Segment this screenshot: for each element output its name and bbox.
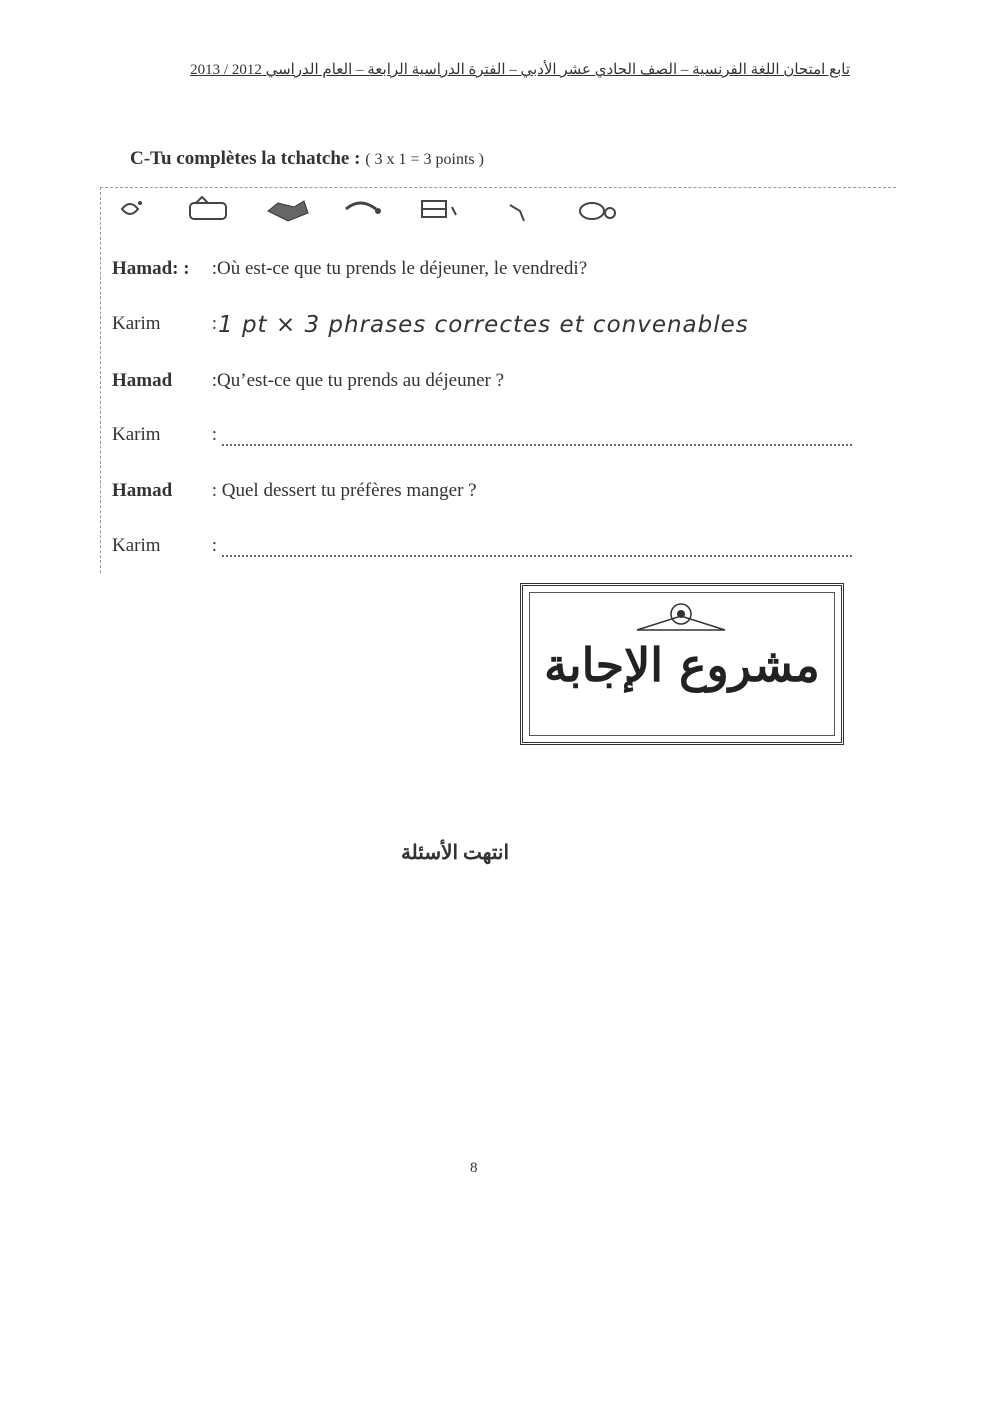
stamp-emblem-icon	[633, 600, 729, 636]
decorative-icon	[268, 201, 308, 221]
exam-header: تابع امتحان اللغة الفرنسية – الصف الحادي عشر الأدبي – الفترة الدراسية الرابعة – العام الدراسي 2012 / 2013	[190, 62, 850, 78]
end-of-questions: انتهت الأسئلة	[400, 842, 510, 864]
decorative-icon	[422, 201, 456, 217]
dialogue-line-4	[112, 424, 852, 446]
dialogue-line-6	[112, 535, 852, 557]
dialogue-line-3	[112, 370, 504, 392]
dialogue-question: : Quel dessert tu préfères manger ?	[211, 480, 477, 501]
stamp-text: مشروع الإجابة	[544, 638, 820, 692]
decorative-icon	[190, 197, 226, 219]
decorative-icon	[122, 201, 142, 214]
section-points: ( 3 x 1 = 3 points )	[365, 151, 484, 168]
answer-colon: :	[211, 313, 218, 334]
speaker-hamad: Hamad: :	[112, 258, 190, 279]
dialogue-question: :Qu’est-ce que tu prends au déjeuner ?	[211, 370, 505, 391]
section-title	[130, 148, 484, 170]
answer-colon: :	[211, 424, 218, 445]
icon-strip	[110, 193, 640, 227]
speaker-karim: Karim	[112, 313, 161, 334]
answer-dotted-line	[222, 539, 852, 557]
answer-key-stamp	[520, 583, 844, 745]
speaker-karim: Karim	[112, 535, 161, 556]
decorative-icon	[580, 203, 615, 219]
speaker-hamad: Hamad	[112, 480, 173, 501]
decorative-icon	[510, 205, 524, 221]
dialogue-line-1	[112, 258, 587, 280]
dialogue-question: :Où est-ce que tu prends le déjeuner, le vendredi?	[211, 258, 588, 279]
handwritten-note: 1 pt × 3 phrases correctes et convenables	[218, 312, 749, 338]
page-number: 8	[470, 1160, 478, 1176]
answer-colon: :	[211, 535, 218, 556]
speaker-hamad: Hamad	[112, 370, 173, 391]
answer-dotted-line	[222, 428, 852, 446]
dialogue-line-2	[112, 313, 217, 335]
decorative-icon	[346, 203, 381, 214]
dialogue-line-5	[112, 480, 477, 502]
speaker-karim: Karim	[112, 424, 161, 445]
section-title-text: C-Tu complètes la tchatche :	[130, 148, 361, 169]
